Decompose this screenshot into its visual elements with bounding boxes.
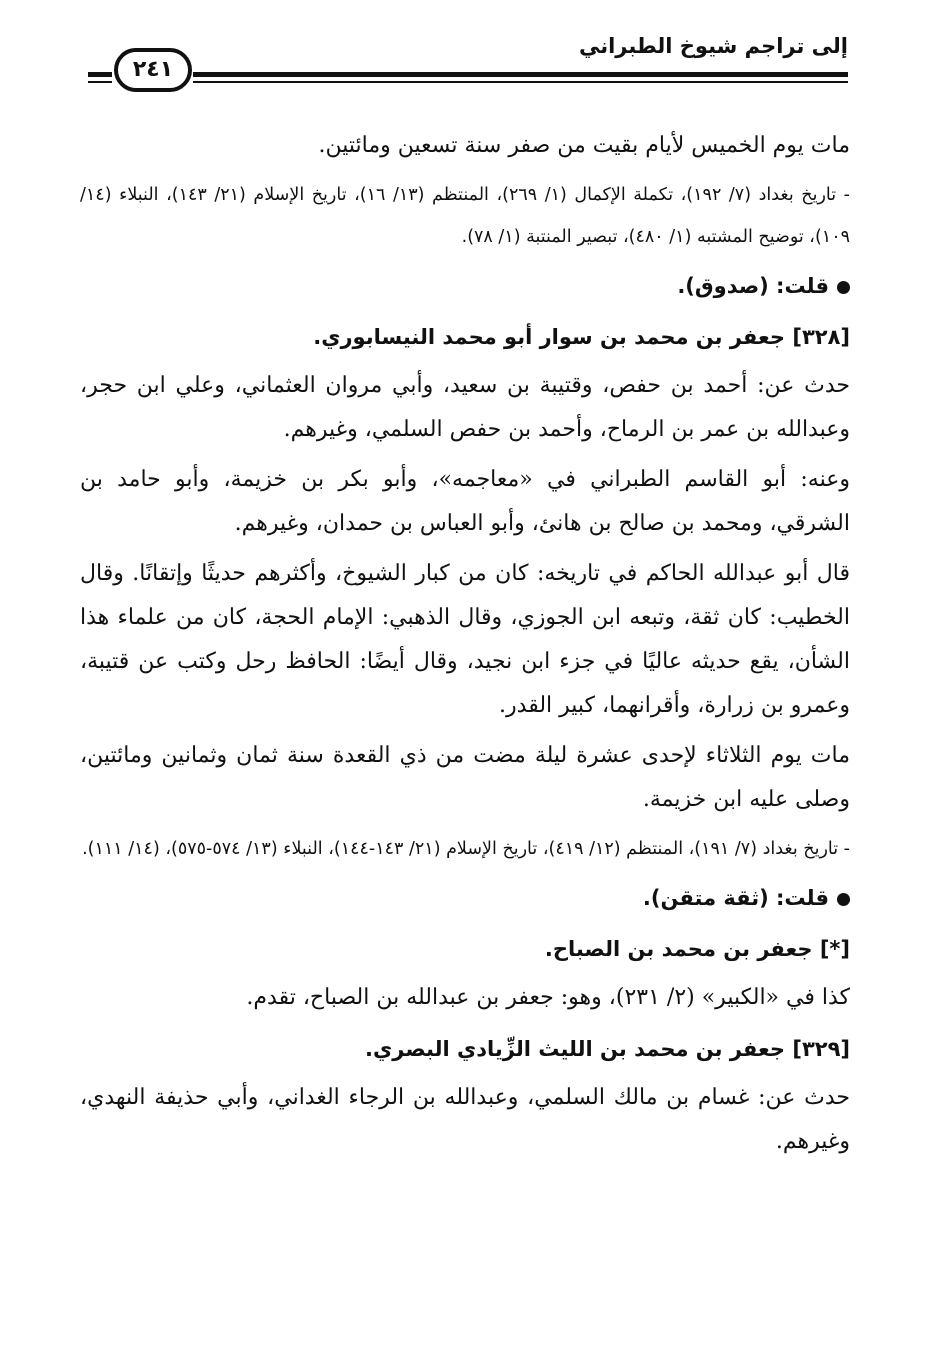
verdict-line	[80, 262, 850, 310]
header-rule-thick	[193, 72, 848, 77]
teachers-paragraph: حدث عن: غسام بن مالك السلمي، وعبدالله بن الرجاء الغداني، وأبي حذيفة النهدي، وغيرهم.	[80, 1085, 850, 1154]
book-title: إلى تراجم شيوخ الطبراني	[578, 34, 848, 58]
sources-footnote: - تاريخ بغداد (٧/ ١٩١)، المنتظم (١٢/ ٤١٩)، تاريخ الإسلام (٢١/ ١٤٣-١٤٤)، النبلاء (١٣/ ٥٧٤-٥٧٥)، (١٤/ ١١١).	[82, 839, 850, 859]
death-date-paragraph: مات يوم الثلاثاء لإحدى عشرة ليلة مضت من ذي القعدة سنة ثمان وثمانين ومائتين، وصلى عليه ابن خزيمة.	[80, 743, 850, 812]
verdict-line	[80, 874, 850, 922]
entry-heading: [٣٢٨] جعفر بن محمد بن سوار أبو محمد النيسابوري.	[313, 325, 850, 349]
bullet-icon	[837, 893, 850, 906]
header-rule-thin	[193, 81, 848, 83]
sources-footnote: - تاريخ بغداد (٧/ ١٩٢)، تكملة الإكمال (١/ ٢٦٩)، المنتظم (١٣/ ١٦)، تاريخ الإسلام (٢١/ ١٤٣)، النبلاء (١٤/ ١٠٩)، توضيح المشتبه (١/ ٤٨٠)، تبصير المنتبة (١/ ٧٨).	[80, 185, 850, 247]
teachers-paragraph: حدث عن: أحمد بن حفص، وقتيبة بن سعيد، وأبي مروان العثماني، وعلي ابن حجر، وعبدالله بن عمر بن الرماح، وأحمد بن حفص السلمي، وغيرهم.	[80, 373, 850, 442]
students-paragraph: وعنه: أبو القاسم الطبراني في «معاجمه»، وأبو بكر بن خزيمة، وأبو حامد بن الشرقي، ومحمد بن صالح بن هانئ، وأبو العباس بن حمدان، وغيرهم.	[80, 467, 850, 536]
bullet-icon	[837, 281, 850, 294]
page-header	[88, 34, 848, 94]
entry-heading: [*] جعفر بن محمد بن الصباح.	[544, 937, 850, 961]
entry-heading: [٣٢٩] جعفر بن محمد بن الليث الزِّيادي البصري.	[365, 1037, 850, 1061]
header-rule-left-thick	[88, 72, 112, 77]
header-rule	[193, 72, 848, 86]
page-number: ٢٤١	[114, 48, 192, 92]
assessment-paragraph: قال أبو عبدالله الحاكم في تاريخه: كان من كبار الشيوخ، وأكثرهم حديثًا وإتقانًا. وقال الخطيب: كان ثقة، وتبعه ابن الجوزي، وقال الذهبي: الإمام الحجة، كان من علماء هذا الشأن، يقع حديثه عاليًا في جزء ابن نجيد، وقال أيضًا: الحافظ رحل وكتب عن قتيبة، وعمرو بن زرارة، وأقرانهما، كبير القدر.	[80, 561, 850, 718]
header-rule-left	[88, 72, 112, 86]
death-date-paragraph: مات يوم الخميس لأيام بقيت من صفر سنة تسعين ومائتين.	[318, 133, 850, 158]
verdict-text: قلت: (صدوق).	[677, 274, 829, 298]
verdict-text: قلت: (ثقة متقن).	[642, 886, 829, 910]
cross-reference-paragraph: كذا في «الكبير» (٢/ ٢٣١)، وهو: جعفر بن عبدالله بن الصباح، تقدم.	[246, 985, 850, 1010]
page-body	[80, 124, 850, 1170]
header-rule-left-thin	[88, 81, 112, 83]
